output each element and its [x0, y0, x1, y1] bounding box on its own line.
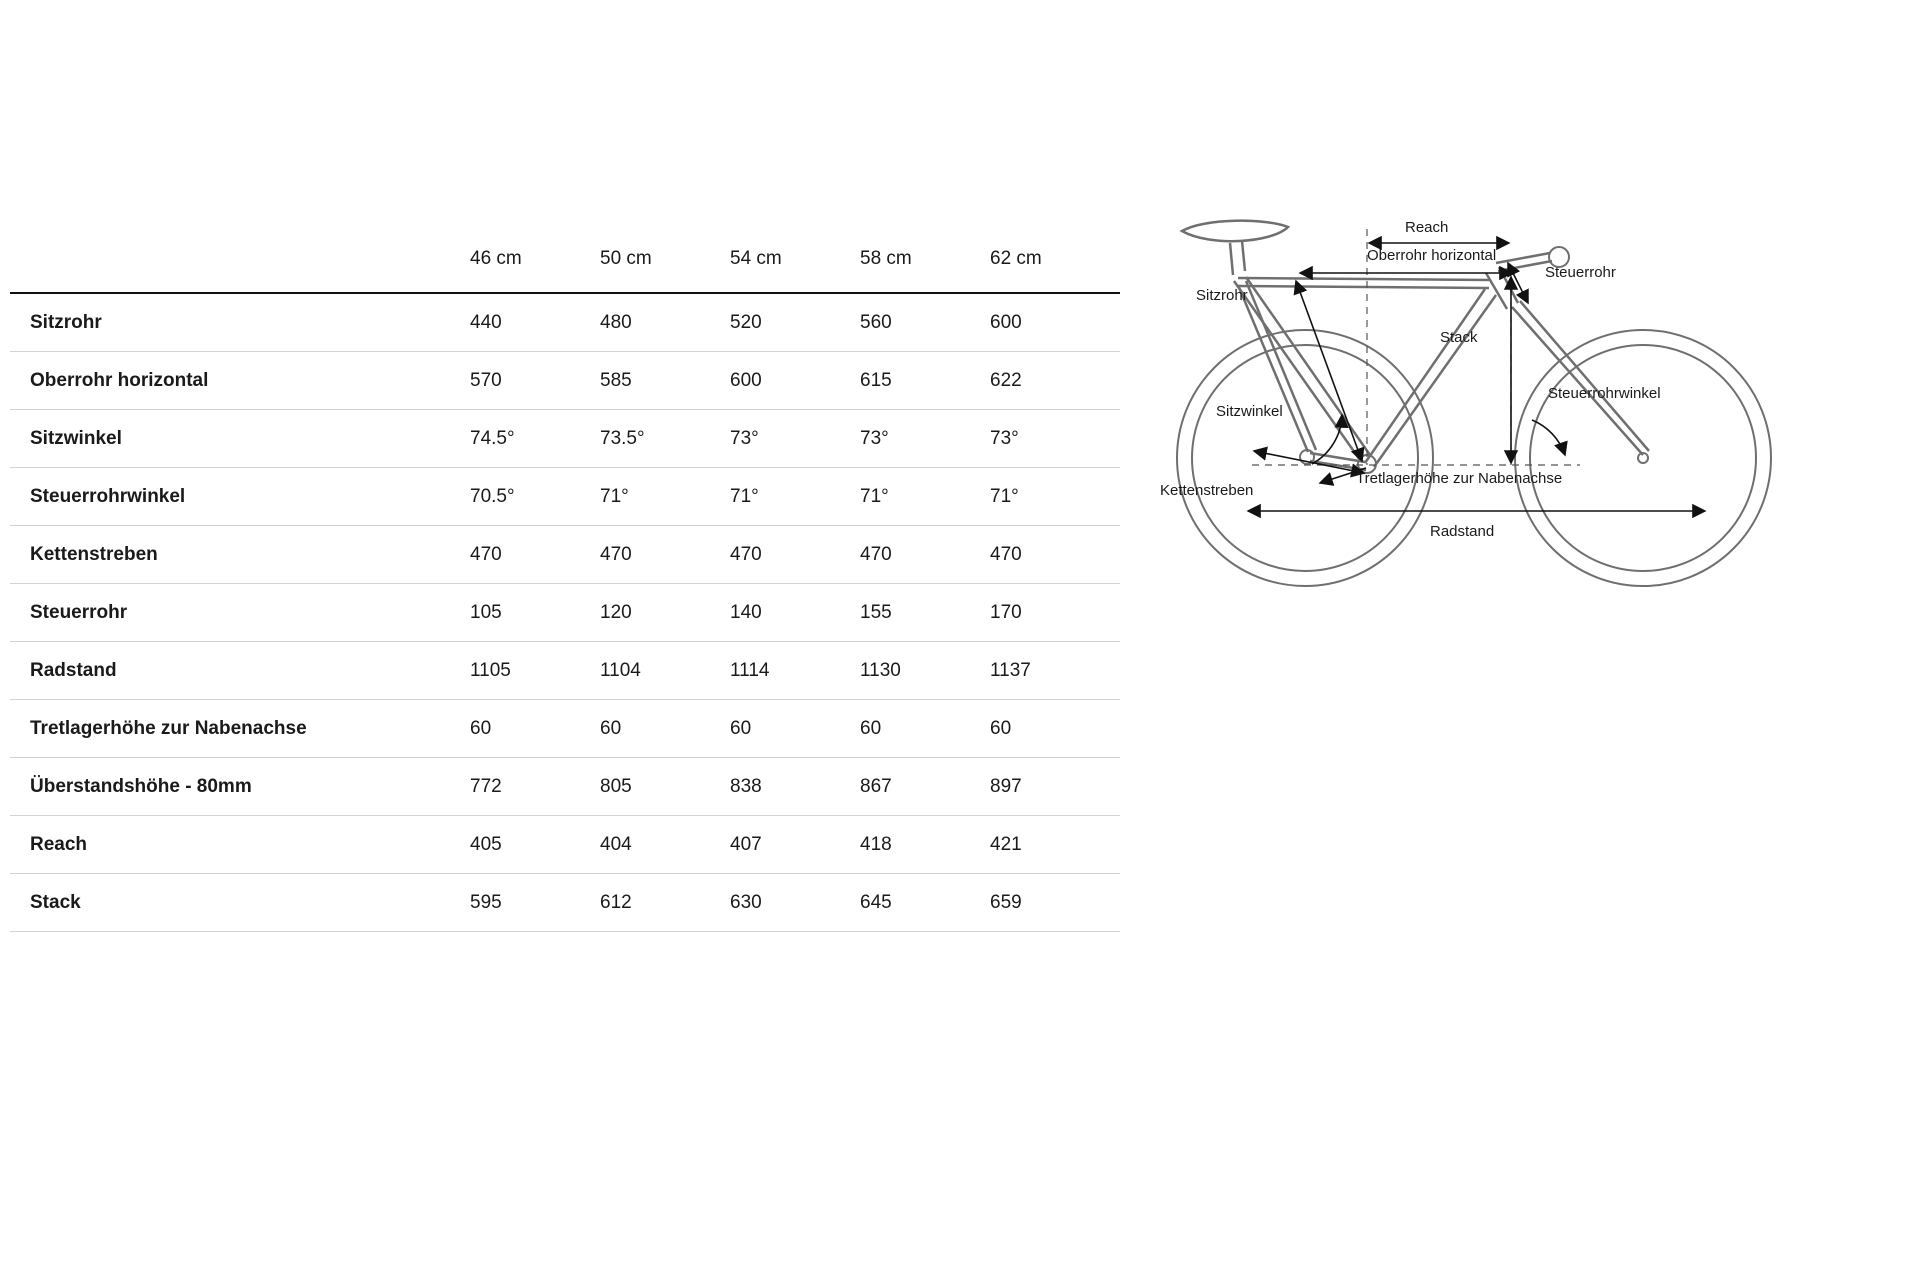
cell-value: 105 — [470, 584, 600, 642]
cell-value: 73.5° — [600, 410, 730, 468]
column-header-size-3: 54 cm — [730, 248, 782, 269]
row-label: Kettenstreben — [10, 526, 470, 584]
cell-value: 60 — [990, 700, 1120, 758]
cell-value: 600 — [730, 352, 860, 410]
cell-value: 71° — [990, 468, 1120, 526]
label-sitzwinkel: Sitzwinkel — [1216, 403, 1283, 420]
label-steuerrohr: Steuerrohr — [1545, 264, 1616, 281]
table-body — [10, 293, 1120, 932]
table-row — [10, 700, 1120, 758]
row-label: Reach — [10, 816, 470, 874]
cell-value: 74.5° — [470, 410, 600, 468]
cell-value: 470 — [990, 526, 1120, 584]
cell-value: 71° — [600, 468, 730, 526]
label-steuerrohrwinkel: Steuerrohrwinkel — [1548, 385, 1661, 402]
table-header — [10, 248, 1120, 293]
cell-value: 421 — [990, 816, 1120, 874]
cell-value: 73° — [860, 410, 990, 468]
label-oberrohr: Oberrohr horizontal — [1367, 247, 1497, 264]
cell-value: 615 — [860, 352, 990, 410]
row-label: Stack — [10, 874, 470, 932]
label-sitzrohr: Sitzrohr — [1196, 287, 1248, 304]
front-wheel-icon — [1515, 330, 1771, 586]
cell-value: 1137 — [990, 642, 1120, 700]
column-header-size-4: 58 cm — [860, 248, 912, 269]
cell-value: 600 — [990, 293, 1120, 352]
cell-value: 570 — [470, 352, 600, 410]
cell-value: 60 — [860, 700, 990, 758]
cell-value: 70.5° — [470, 468, 600, 526]
label-radstand: Radstand — [1430, 523, 1495, 540]
cell-value: 73° — [990, 410, 1120, 468]
cell-value: 1114 — [730, 642, 860, 700]
cell-value: 60 — [730, 700, 860, 758]
cell-value: 612 — [600, 874, 730, 932]
table-row — [10, 874, 1120, 932]
cell-value: 560 — [860, 293, 990, 352]
table-row — [10, 584, 1120, 642]
cell-value: 838 — [730, 758, 860, 816]
cell-value: 71° — [730, 468, 860, 526]
column-header-size-2: 50 cm — [600, 248, 652, 269]
steuerrohrwinkel-arc — [1532, 420, 1565, 455]
cell-value: 405 — [470, 816, 600, 874]
table-row — [10, 816, 1120, 874]
cell-value: 659 — [990, 874, 1120, 932]
geometry-table — [10, 248, 1120, 932]
row-label: Steuerrohr — [10, 584, 470, 642]
cell-value: 60 — [470, 700, 600, 758]
cell-value: 140 — [730, 584, 860, 642]
cell-value: 440 — [470, 293, 600, 352]
table-header-row — [10, 248, 1120, 293]
cell-value: 645 — [860, 874, 990, 932]
cell-value: 622 — [990, 352, 1120, 410]
cell-value: 120 — [600, 584, 730, 642]
cell-value: 73° — [730, 410, 860, 468]
column-header-label — [10, 248, 470, 293]
row-label: Überstandshöhe - 80mm — [10, 758, 470, 816]
cell-value: 470 — [470, 526, 600, 584]
row-label: Tretlagerhöhe zur Nabenachse — [10, 700, 470, 758]
row-label: Radstand — [10, 642, 470, 700]
cell-value: 418 — [860, 816, 990, 874]
label-stack: Stack — [1440, 329, 1478, 346]
cell-value: 480 — [600, 293, 730, 352]
cell-value: 595 — [470, 874, 600, 932]
label-kettenstreben: Kettenstreben — [1160, 482, 1254, 499]
row-label: Sitzrohr — [10, 293, 470, 352]
row-label: Steuerrohrwinkel — [10, 468, 470, 526]
cell-value: 60 — [600, 700, 730, 758]
table-row — [10, 642, 1120, 700]
bike-geometry-diagram — [1160, 215, 1900, 665]
table-row — [10, 758, 1120, 816]
cell-value: 897 — [990, 758, 1120, 816]
table-row — [10, 410, 1120, 468]
cell-value: 630 — [730, 874, 860, 932]
kettenstreben-arrow — [1254, 451, 1364, 473]
cell-value: 470 — [860, 526, 990, 584]
table-row — [10, 526, 1120, 584]
row-label: Oberrohr horizontal — [10, 352, 470, 410]
rear-wheel-icon — [1177, 330, 1433, 586]
cell-value: 470 — [730, 526, 860, 584]
column-header-size-5: 62 cm — [990, 248, 1042, 269]
table-row — [10, 468, 1120, 526]
cell-value: 1130 — [860, 642, 990, 700]
cell-value: 407 — [730, 816, 860, 874]
cell-value: 71° — [860, 468, 990, 526]
label-reach: Reach — [1405, 219, 1449, 236]
cell-value: 170 — [990, 584, 1120, 642]
cell-value: 867 — [860, 758, 990, 816]
cell-value: 772 — [470, 758, 600, 816]
cell-value: 585 — [600, 352, 730, 410]
cell-value: 404 — [600, 816, 730, 874]
table-row — [10, 352, 1120, 410]
label-tretlager: Tretlagerhöhe zur Nabenachse — [1356, 470, 1563, 487]
sitzrohr-arrow — [1296, 281, 1362, 461]
cell-value: 470 — [600, 526, 730, 584]
cell-value: 1105 — [470, 642, 600, 700]
cell-value: 520 — [730, 293, 860, 352]
cell-value: 155 — [860, 584, 990, 642]
cell-value: 1104 — [600, 642, 730, 700]
geometry-table-container — [10, 248, 1120, 932]
column-header-size-1: 46 cm — [470, 248, 522, 269]
cell-value: 805 — [600, 758, 730, 816]
row-label: Sitzwinkel — [10, 410, 470, 468]
table-row — [10, 293, 1120, 352]
